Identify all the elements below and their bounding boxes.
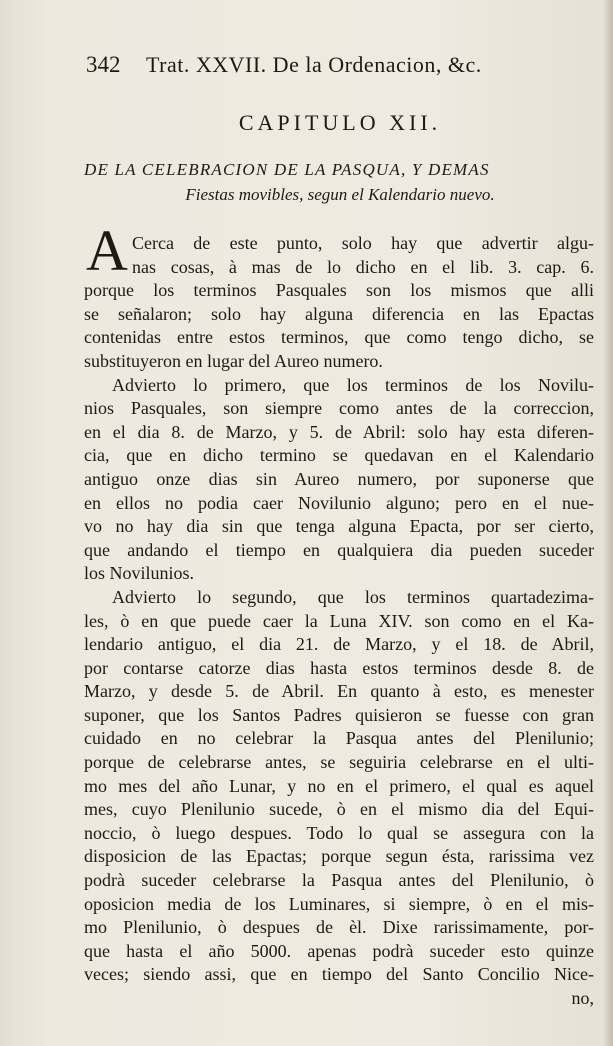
body-line: mo Plenilunio, ò despues de èl. Dixe rarissimamente, por- <box>84 917 594 938</box>
page-edge-shadow <box>603 0 613 1046</box>
body-line: que andando el tiempo en qualquiera dia pueden suceder <box>84 539 594 560</box>
body-line: oposicion media de los Luminares, si siempre, ò en el mis- <box>84 893 594 914</box>
body-line: Advierto lo segundo, que los terminos quartadezima- <box>112 586 594 607</box>
body-line: contenidas entre estos terminos, que como tengo dicho, se <box>84 327 594 348</box>
body-line: substituyeron en lugar del Aureo numero. <box>84 350 383 371</box>
body-line: en el dia 8. de Marzo, y 5. de Abril: solo hay esta diferen- <box>84 421 594 442</box>
body-line: antiguo onze dias sin Aureo numero, por suponerse que <box>84 468 594 489</box>
body-line: podrà suceder celebrarse la Pasqua antes del Plenilunio, ò <box>84 870 594 891</box>
body-line: que hasta el año 5000. apenas podrà suceder esto quinze <box>84 940 594 961</box>
chapter-heading: CAPITULO XII. <box>238 110 442 135</box>
page-number: 342 <box>86 52 121 77</box>
body-line: cuidado en no celebrar la Pasqua antes del Plenilunio; <box>84 728 594 749</box>
body-line: se señalaron; solo hay alguna diferencia en las Epactas <box>84 303 594 324</box>
body-line: suponer, que los Santos Padres quisieron se fuesse con gran <box>84 704 594 725</box>
body-line: mes, cuyo Plenilunio sucede, ò en el mismo dia del Equi- <box>84 799 594 820</box>
body-text <box>84 232 594 1011</box>
body-line: vo no hay dia sin que tenga alguna Epacta, por ser cierto, <box>84 516 594 537</box>
running-head: Trat. XXVII. De la Ordenacion, &c. <box>146 52 482 77</box>
drop-cap: A <box>86 218 128 283</box>
body-line: cia, que en dicho termino se quedavan en el Kalendario <box>84 445 594 466</box>
body-line: porque de celebrarse antes, se seguiria celebrarse en el ulti- <box>84 752 594 773</box>
body-line: porque los terminos Pasquales son los mismos que alli <box>84 280 594 301</box>
body-line: nios Pasquales, son siempre como antes de la correccion, <box>84 398 594 419</box>
body-line: noccio, ò luego despues. Todo lo qual se assegura con la <box>84 822 594 843</box>
body-line: les, ò en que puede caer la Luna XIV. son como en el Ka- <box>84 610 594 631</box>
body-line: mo mes del año Lunar, y no en el primero, el qual es aquel <box>84 775 594 796</box>
body-line: veces; siendo assi, que en tiempo del Santo Concilio Nice- <box>84 964 594 985</box>
chapter-subtitle-line-2: Fiestas movibles, segun el Kalendario nuevo. <box>185 185 495 204</box>
body-line: los Novilunios. <box>84 563 195 584</box>
body-line: lendario antiguo, el dia 21. de Marzo, y el 18. de Abril, <box>84 634 594 655</box>
body-line: Marzo, y desde 5. de Abril. En quanto à esto, es menester <box>84 681 594 702</box>
page-header <box>86 52 576 86</box>
body-line: por contarse catorze dias hasta estos terminos desde 8. de <box>84 657 594 678</box>
body-line: nas cosas, à mas de lo dicho en el lib. 3. cap. 6. <box>132 256 594 277</box>
body-line: en ellos no podia caer Novilunio alguno; pero en el nue- <box>84 492 594 513</box>
body-line: Cerca de este punto, solo hay que advertir algu- <box>132 233 594 253</box>
body-line: disposicion de las Epactas; porque segun ésta, rarissima vez <box>84 846 594 867</box>
chapter-subtitle-line-1: DE LA CELEBRACION DE LA PASQUA, Y DEMAS <box>84 160 490 179</box>
body-line: Advierto lo primero, que los terminos de los Novilu- <box>112 374 594 395</box>
catchword: no, <box>571 988 594 1008</box>
